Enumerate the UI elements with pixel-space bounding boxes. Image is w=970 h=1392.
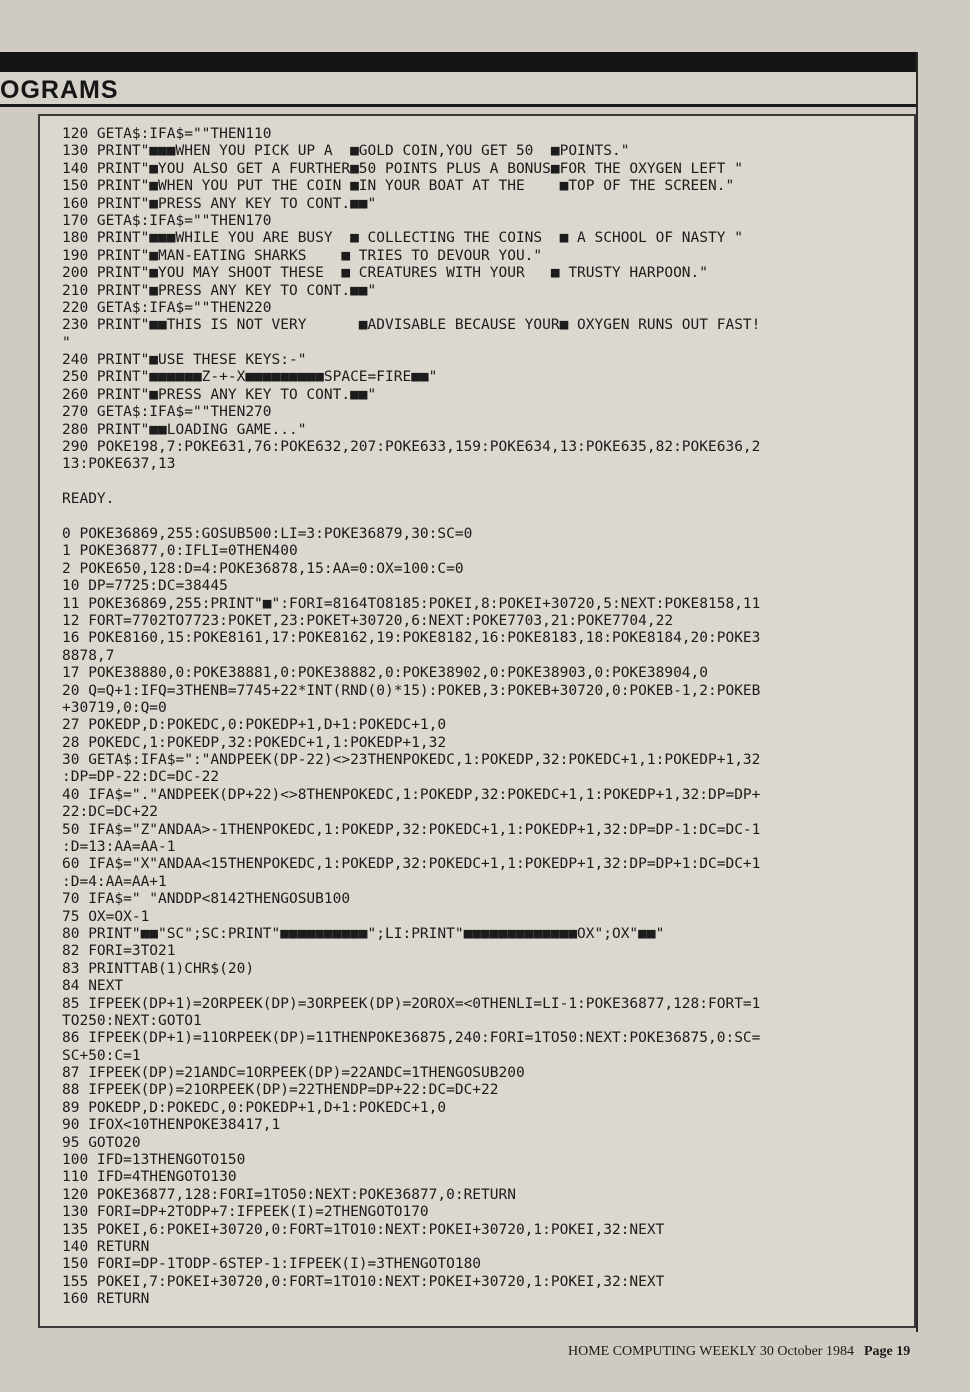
code-line: 90 IFOX<10THENPOKE38417,1 bbox=[62, 1117, 281, 1134]
code-line: 210 PRINT"■PRESS ANY KEY TO CONT.■■" bbox=[62, 282, 377, 299]
code-line: 2 POKE650,128:D=4:POKE36878,15:AA=0:OX=100:C=0 bbox=[62, 560, 464, 577]
section-title: OGRAMS bbox=[0, 76, 119, 104]
code-line: 160 RETURN bbox=[62, 1291, 150, 1308]
code-line: 28 POKEDC,1:POKEDP,32:POKEDC+1,1:POKEDP+1,32 bbox=[62, 734, 447, 751]
code-line: 240 PRINT"■USE THESE KEYS:-" bbox=[62, 352, 307, 369]
code-line: 84 NEXT bbox=[62, 978, 124, 995]
code-line: 250 PRINT"■■■■■■Z-+-X■■■■■■■■■SPACE=FIRE■■" bbox=[62, 369, 438, 386]
code-line: 130 FORI=DP+2TODP+7:IFPEEK(I)=2THENGOTO170 bbox=[62, 1204, 429, 1221]
code-line: READY. bbox=[62, 491, 115, 508]
code-line: 95 GOTO20 bbox=[62, 1134, 141, 1151]
code-line: 260 PRINT"■PRESS ANY KEY TO CONT.■■" bbox=[62, 386, 377, 403]
code-line: 140 RETURN bbox=[62, 1239, 150, 1255]
code-line: 1 POKE36877,0:IFLI=0THEN400 bbox=[62, 543, 298, 560]
code-line bbox=[62, 509, 908, 526]
code-line: 120 GETA$:IFA$=""THEN110 bbox=[62, 126, 272, 142]
code-line: 89 POKEDP,D:POKEDC,0:POKEDP+1,D+1:POKEDC+1,0 bbox=[62, 1099, 447, 1116]
top-black-bar bbox=[0, 52, 918, 72]
code-line: 120 POKE36877,128:FORI=1TO50:NEXT:POKE36877,0:RETURN bbox=[62, 1186, 516, 1203]
code-line: " bbox=[62, 334, 71, 351]
code-line: 80 PRINT"■■"SC";SC:PRINT"■■■■■■■■■■";LI:PRINT"■■■■■■■■■■■■■OX";OX"■■" bbox=[62, 925, 665, 942]
code-line: :D=4:AA=AA+1 bbox=[62, 873, 167, 890]
code-line: 190 PRINT"■MAN-EATING SHARKS ■ TRIES TO DEVOUR YOU." bbox=[62, 247, 543, 264]
page-footer bbox=[568, 1344, 910, 1360]
code-line: 22:DC=DC+22 bbox=[62, 804, 159, 821]
code-line: 87 IFPEEK(DP)=21ANDC=1ORPEEK(DP)=22ANDC=1THENGOSUB200 bbox=[62, 1065, 525, 1082]
code-line: 20 Q=Q+1:IFQ=3THENB=7745+22*INT(RND(0)*15):POKEB,3:POKEB+30720,0:POKEB-1,2:POKEB bbox=[62, 682, 761, 699]
code-line: 100 IFD=13THENGOTO150 bbox=[62, 1152, 246, 1169]
code-line: 170 GETA$:IFA$=""THEN170 bbox=[62, 212, 272, 229]
code-line: 0 POKE36869,255:GOSUB500:LI=3:POKE36879,30:SC=0 bbox=[62, 525, 473, 542]
code-line: 10 DP=7725:DC=38445 bbox=[62, 578, 228, 595]
code-line: 140 PRINT"■YOU ALSO GET A FURTHER■50 POINTS PLUS A BONUS■FOR THE OXYGEN LEFT " bbox=[62, 160, 743, 177]
code-line: 13:POKE637,13 bbox=[62, 456, 176, 473]
code-line: :D=13:AA=AA-1 bbox=[62, 839, 176, 856]
code-line: 180 PRINT"■■■WHILE YOU ARE BUSY ■ COLLECTING THE COINS ■ A SCHOOL OF NASTY " bbox=[62, 230, 743, 247]
code-line: +30719,0:Q=0 bbox=[62, 699, 167, 716]
code-line: 88 IFPEEK(DP)=21ORPEEK(DP)=22THENDP=DP+22:DC=DC+22 bbox=[62, 1082, 499, 1099]
code-line: 200 PRINT"■YOU MAY SHOOT THESE ■ CREATURES WITH YOUR ■ TRUSTY HARPOON." bbox=[62, 265, 709, 282]
code-line: 82 FORI=3TO21 bbox=[62, 943, 176, 960]
code-line: 17 POKE38880,0:POKE38881,0:POKE38882,0:POKE38902,0:POKE38903,0:POKE38904,0 bbox=[62, 665, 709, 682]
code-line: 150 FORI=DP-1TODP-6STEP-1:IFPEEK(I)=3THENGOTO180 bbox=[62, 1256, 482, 1273]
code-line: 160 PRINT"■PRESS ANY KEY TO CONT.■■" bbox=[62, 195, 377, 212]
right-margin-rule bbox=[916, 52, 918, 1332]
code-line: 220 GETA$:IFA$=""THEN220 bbox=[62, 299, 272, 316]
code-line: :DP=DP-22:DC=DC-22 bbox=[62, 769, 220, 786]
code-line: SC+50:C=1 bbox=[62, 1047, 141, 1064]
code-line: 60 IFA$="X"ANDAA<15THENPOKEDC,1:POKEDP,32:POKEDC+1,1:POKEDP+1,32:DP=DP+1:DC=DC+1 bbox=[62, 856, 761, 873]
code-line: 270 GETA$:IFA$=""THEN270 bbox=[62, 404, 272, 421]
code-line: 40 IFA$="."ANDPEEK(DP+22)<>8THENPOKEDC,1:POKEDP,32:POKEDC+1,1:POKEDP+1,32:DP=DP+ bbox=[62, 786, 761, 803]
code-line: 155 POKEI,7:POKEI+30720,0:FORT=1TO10:NEXT:POKEI+30720,1:POKEI,32:NEXT bbox=[62, 1273, 665, 1290]
publication-line: HOME COMPUTING WEEKLY 30 October 1984 bbox=[568, 1344, 854, 1359]
code-line: 83 PRINTTAB(1)CHR$(20) bbox=[62, 960, 255, 977]
code-line: 230 PRINT"■■THIS IS NOT VERY ■ADVISABLE BECAUSE YOUR■ OXYGEN RUNS OUT FAST! bbox=[62, 317, 761, 334]
code-line: 75 OX=OX-1 bbox=[62, 908, 150, 925]
code-line: 11 POKE36869,255:PRINT"■":FORI=8164TO8185:POKEI,8:POKEI+30720,5:NEXT:POKE8158,11 bbox=[62, 595, 761, 612]
code-line bbox=[62, 474, 908, 491]
code-line: 110 IFD=4THENGOTO130 bbox=[62, 1169, 237, 1186]
code-line: 8878,7 bbox=[62, 647, 115, 664]
code-line: 27 POKEDP,D:POKEDC,0:POKEDP+1,D+1:POKEDC+1,0 bbox=[62, 717, 447, 734]
code-line: 12 FORT=7702TO7723:POKET,23:POKET+30720,6:NEXT:POKE7703,21:POKE7704,22 bbox=[62, 612, 674, 629]
code-line: 280 PRINT"■■LOADING GAME..." bbox=[62, 421, 307, 438]
code-line: 130 PRINT"■■■WHEN YOU PICK UP A ■GOLD COIN,YOU GET 50 ■POINTS." bbox=[62, 143, 630, 160]
code-line: 290 POKE198,7:POKE631,76:POKE632,207:POKE633,159:POKE634,13:POKE635,82:POKE636,2 bbox=[62, 439, 761, 456]
code-line: TO250:NEXT:GOTO1 bbox=[62, 1012, 202, 1029]
code-line: 135 POKEI,6:POKEI+30720,0:FORT=1TO10:NEXT:POKEI+30720,1:POKEI,32:NEXT bbox=[62, 1221, 665, 1238]
code-line: 70 IFA$=" "ANDDP<8142THENGOSUB100 bbox=[62, 891, 351, 908]
code-line: 16 POKE8160,15:POKE8161,17:POKE8162,19:POKE8182,16:POKE8183,18:POKE8184,20:POKE3 bbox=[62, 630, 761, 647]
page-number: Page 19 bbox=[863, 1344, 911, 1359]
program-listing bbox=[62, 126, 908, 1309]
code-line: 85 IFPEEK(DP+1)=2ORPEEK(DP)=3ORPEEK(DP)=2OROX=<0THENLI=LI-1:POKE36877,128:FORT=1 bbox=[62, 995, 761, 1012]
code-line: 86 IFPEEK(DP+1)=11ORPEEK(DP)=11THENPOKE36875,240:FORI=1TO50:NEXT:POKE36875,0:SC= bbox=[62, 1030, 761, 1047]
section-header bbox=[0, 72, 918, 107]
code-line: 50 IFA$="Z"ANDAA>-1THENPOKEDC,1:POKEDP,32:POKEDC+1,1:POKEDP+1,32:DP=DP-1:DC=DC-1 bbox=[62, 821, 761, 838]
code-line: 150 PRINT"■WHEN YOU PUT THE COIN ■IN YOUR BOAT AT THE ■TOP OF THE SCREEN." bbox=[62, 178, 735, 195]
code-line: 30 GETA$:IFA$=":"ANDPEEK(DP-22)<>23THENPOKEDC,1:POKEDP,32:POKEDC+1,1:POKEDP+1,32 bbox=[62, 752, 761, 769]
